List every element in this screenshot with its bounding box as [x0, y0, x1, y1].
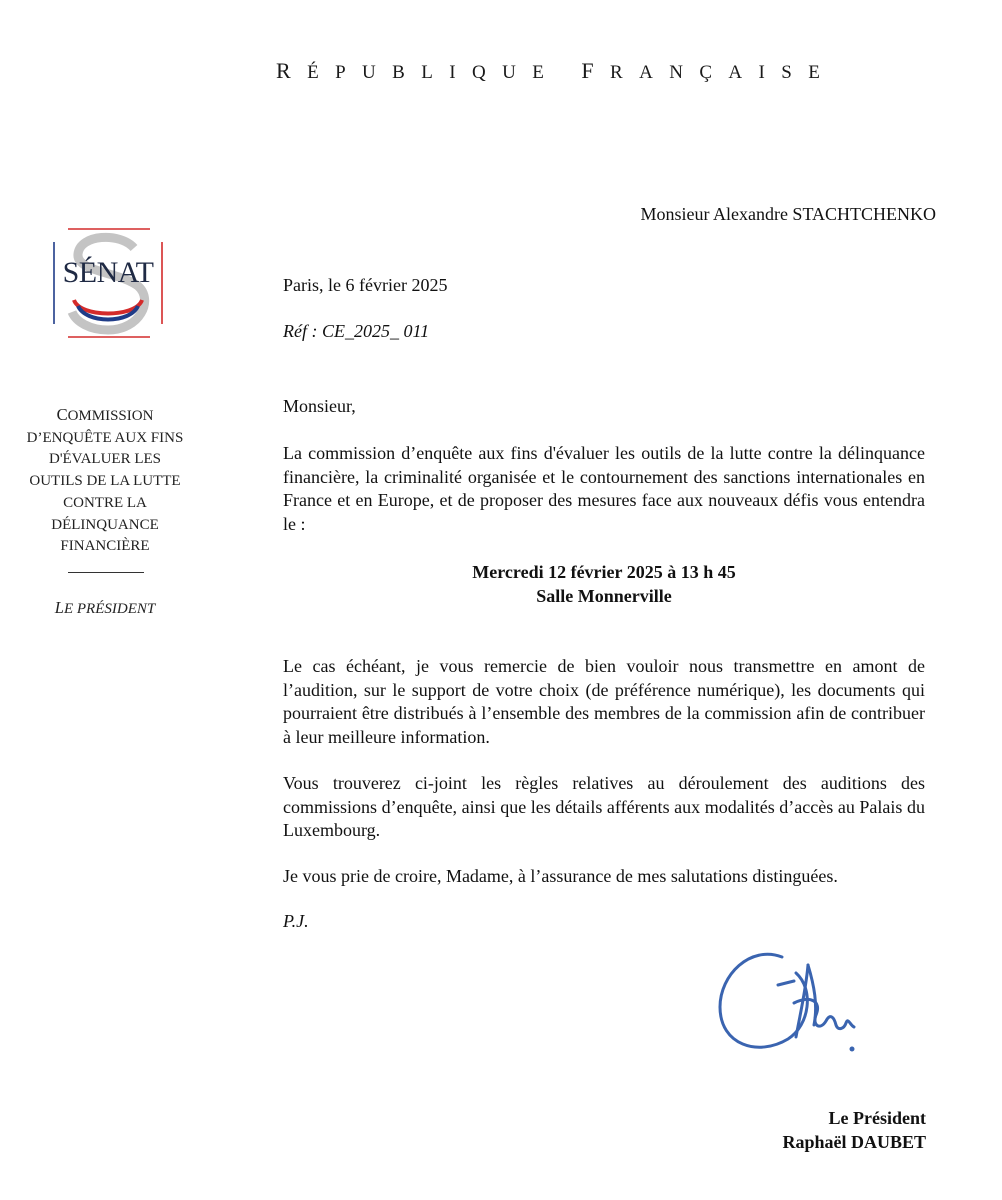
commission-line-4: OUTILS DE LA LUTTE	[29, 473, 181, 490]
meeting-date: Mercredi 12 février 2025 à 13 h 45	[472, 562, 736, 582]
handwritten-signature	[710, 945, 890, 1075]
signatory-block	[782, 1106, 926, 1154]
commission-line-6: DÉLINQUANCE	[51, 516, 159, 533]
header-republique: ÉPUBLIQUE	[307, 62, 561, 83]
header-francaise: RANÇAISE	[610, 62, 837, 83]
signature-stroke	[778, 981, 794, 985]
commission-initial: C	[56, 405, 68, 424]
commission-line-1: OMMISSION	[67, 408, 154, 424]
republique-francaise-header	[276, 58, 916, 84]
paragraph-documents: Le cas échéant, je vous remercie de bien vouloir nous transmettre en amont de l’audition, sur le support de votre choix (de préférence numérique), les documents qui pourraient être distribués à l’ensemble des membres de la commission afin de contribuer à leur meilleure information.	[283, 656, 925, 747]
commission-line-5: CONTRE LA	[63, 494, 147, 511]
signatory-title: Le Président	[828, 1108, 926, 1128]
commission-title	[20, 404, 190, 558]
paragraph-rules: Vous trouverez ci-joint les règles relatives au déroulement des auditions des commissions d’enquête, ainsi que les détails afférents aux modalités d’accès au Palais du Luxembourg.	[283, 773, 925, 840]
attachments-label: P.J.	[283, 911, 309, 931]
signature-loop	[720, 954, 807, 1047]
meeting-room: Salle Monnerville	[536, 586, 672, 606]
meeting-details	[283, 560, 925, 608]
letter-date: Paris, le 6 février 2025	[283, 275, 448, 295]
president-initial: L	[54, 598, 64, 617]
signatory-name: Raphaël DAUBET	[782, 1132, 926, 1152]
signature-dot	[850, 1047, 855, 1052]
letter-reference: Réf : CE_2025_ 011	[283, 321, 430, 341]
president-rest: E PRÉSIDENT	[63, 601, 156, 617]
letter-closing: Je vous prie de croire, Madame, à l’assurance de mes salutations distinguées.	[283, 866, 838, 886]
logo-text: SÉNAT	[62, 256, 154, 289]
header-initial-r: R	[276, 58, 308, 83]
recipient-name: Monsieur Alexandre STACHTCHENKO	[640, 204, 936, 224]
letter-salutation: Monsieur,	[283, 396, 356, 416]
commission-line-7: FINANCIÈRE	[60, 538, 150, 555]
commission-line-3: D'ÉVALUER LES	[48, 451, 161, 468]
commission-line-2: D’ENQUÊTE AUX FINS	[26, 429, 184, 446]
paragraph-convocation: La commission d’enquête aux fins d'évaluer les outils de la lutte contre la délinquance financière, la criminalité organisée et le contournement des sanctions internationales en France et en Europe, et de proposer des mesures face aux nouveaux défis vous entendra le :	[283, 443, 925, 534]
header-initial-f: F	[581, 58, 611, 83]
sidebar-president-label	[20, 598, 190, 618]
commission-divider	[68, 572, 144, 573]
